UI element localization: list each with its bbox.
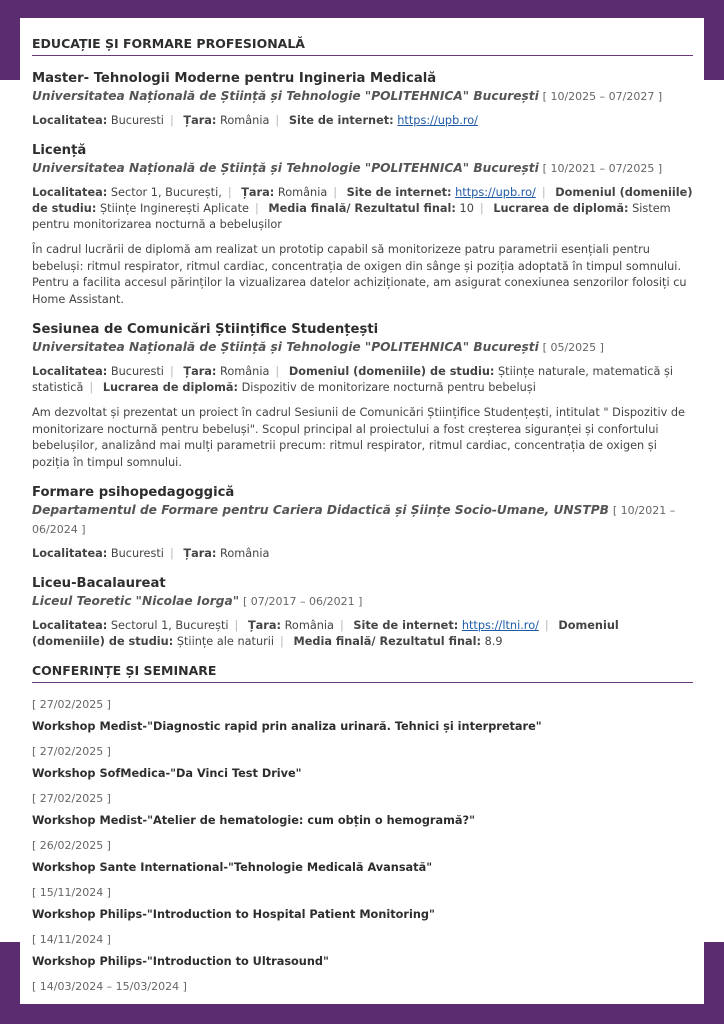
entry-title: Master- Tehnologii Moderne pentru Ingineria Medicală: [32, 71, 437, 86]
entry-meta: Localitatea: Sector 1, București, | Țara: România | Site de internet: https://upb.ro/ | Domeniul (domeniile) de studiu: Științe Inginerești Aplicate | Media finală/ Rezultatul final: 10 | Lucrarea de diplomă: Sistem pentru monitorizarea nocturnă a bebelușilor: [32, 186, 693, 231]
org-name: Departamentul de Formare pentru Cariera Didactică și Șiințe Socio-Umane, UNSTPB: [32, 503, 609, 517]
website-label: Site de internet:: [353, 619, 459, 632]
entry-dates: [ 10/2021 – 06/2024 ]: [32, 504, 676, 536]
website-link[interactable]: https://upb.ro/: [397, 114, 478, 127]
education-heading: EDUCAȚIE ȘI FORMARE PROFESIONALĂ: [32, 36, 693, 56]
entry-organization: [32, 159, 693, 178]
conference-item: [32, 697, 693, 735]
country-label: Țara:: [183, 365, 217, 378]
conference-title: Workshop SofMedica-"Da Vinci Test Drive": [32, 767, 302, 780]
education-entry-sesiunea: [32, 321, 693, 471]
conference-date: [ 14/11/2024 ]: [32, 933, 111, 946]
website-link[interactable]: https://ltni.ro/: [461, 619, 539, 632]
location-label: Localitatea:: [32, 547, 108, 560]
conference-date: [ 15/11/2024 ]: [32, 886, 111, 899]
entry-organization: [32, 87, 693, 106]
conference-item: [32, 744, 693, 782]
thesis-label: Lucrarea de diplomă:: [493, 202, 629, 215]
org-name: Universitatea Națională de Știință și Tehnologie "POLITEHNICA" București: [32, 161, 539, 175]
country-value: România: [220, 547, 270, 560]
location-label: Localitatea:: [32, 186, 108, 199]
field-label: Domeniul (domeniile) de studiu:: [32, 186, 693, 215]
country-label: Țara:: [241, 186, 275, 199]
field-label: Domeniul (domeniile) de studiu:: [288, 365, 495, 378]
org-name: Liceul Teoretic "Nicolae Iorga": [32, 594, 240, 608]
thesis-label: Lucrarea de diplomă:: [102, 381, 239, 394]
entry-organization: [32, 338, 693, 357]
field-value: Științe naturale, matematică și statistică: [32, 365, 674, 394]
conference-date: [ 27/02/2025 ]: [32, 745, 111, 758]
top-border: [0, 0, 724, 18]
conference-item: [32, 885, 693, 923]
entry-meta: Localitatea: Bucuresti | Țara: România | Domeniul (domeniile) de studiu: Științe naturale, matematică și statistică | Lucrarea de diplomă: Dispozitiv de monitorizare nocturnă pentru bebeluși: [32, 365, 674, 394]
conference-date: [ 27/02/2025 ]: [32, 698, 111, 711]
location-value: Bucuresti: [110, 547, 164, 560]
country-label: Țara:: [183, 114, 217, 127]
country-label: Țara:: [183, 547, 217, 560]
entry-title: Licență: [32, 143, 87, 158]
education-entry-licenta: [32, 142, 693, 308]
entry-dates: [ 07/2017 – 06/2021 ]: [242, 595, 363, 608]
entry-meta: Localitatea: Bucuresti | Țara: România: [32, 547, 270, 560]
cv-content: [32, 36, 693, 1004]
entry-dates: [ 10/2025 – 07/2027 ]: [542, 90, 663, 103]
location-value: Sector 1, București,: [110, 186, 222, 199]
location-label: Localitatea:: [32, 365, 108, 378]
conference-date: [ 14/03/2024 – 15/03/2024 ]: [32, 980, 187, 993]
grade-label: Media finală/ Rezultatul final:: [293, 635, 482, 648]
location-value: Bucuresti: [110, 114, 164, 127]
education-entry-formare: [32, 484, 693, 562]
org-name: Universitatea Națională de Știință și Tehnologie "POLITEHNICA" București: [32, 340, 539, 354]
location-label: Localitatea:: [32, 114, 108, 127]
entry-title: Sesiunea de Comunicări Științifice Studențești: [32, 322, 379, 337]
country-value: România: [277, 186, 328, 199]
education-entry-liceu: [32, 575, 693, 650]
conference-title: Workshop Sante International-"Tehnologie Medicală Avansată": [32, 861, 433, 874]
conference-title: Workshop Medist-"Atelier de hematologie: cum obțin o hemogramă?": [32, 814, 475, 827]
country-value: România: [284, 619, 334, 632]
field-value: Științe Inginerești Aplicate: [99, 202, 249, 215]
thesis-value: Dispozitiv de monitorizare nocturnă pentru bebeluși: [241, 381, 536, 394]
location-value: Sectorul 1, București: [110, 619, 229, 632]
grade-label: Media finală/ Rezultatul final:: [268, 202, 456, 215]
entry-meta: Localitatea: Sectorul 1, București | Țara: România | Site de internet: https://ltni.ro/ | Domeniul (domeniile) de studiu: Științe ale naturii | Media finală/ Rezultatul final: 8.9: [32, 619, 619, 648]
entry-description: Am dezvoltat și prezentat un proiect în cadrul Sesiunii de Comunicări Științifice Studențești, intitulat " Dispozitiv de monitorizare nocturnă pentru bebeluși". Scopul principal al proiectului a fost creșterea siguranței și confortului bebelușilor, analizând mai mulți parametrii precum: ritmul respirator, ritmul cardiac, concentrația de oxigen și poziția în timpul somnului.: [32, 406, 685, 469]
entry-meta: Localitatea: Bucuresti | Țara: România | Site de internet: https://upb.ro/: [32, 114, 478, 127]
entry-description: În cadrul lucrării de diplomă am realizat un prototip capabil să monitorizeze patru parametrii esențiali pentru bebeluși: ritmul respirator, ritmul cardiac, concentrația de oxigen din sânge și poziția adoptată în timpul somnului. Pentru a facilita accesul părinților la vizualizarea datelor achiziționate, am asigurat conexiunea senzorilor folosiți cu Home Assistant.: [32, 243, 687, 306]
entry-title: Liceu-Bacalaureat: [32, 576, 166, 591]
website-link[interactable]: https://upb.ro/: [455, 186, 536, 199]
conference-item: [32, 838, 693, 876]
education-entry-master: [32, 70, 693, 129]
entry-title: Formare psihopedagoggică: [32, 485, 235, 500]
thesis-value: Sistem pentru monitorizarea nocturnă a bebelușilor: [32, 202, 671, 231]
conference-title: Workshop Philips-"Introduction to Hospital Patient Monitoring": [32, 908, 435, 921]
entry-organization: [32, 501, 693, 539]
right-top-accent: [704, 0, 724, 80]
bottom-border: [0, 1004, 724, 1024]
conference-date: [ 26/02/2025 ]: [32, 839, 111, 852]
location-value: Bucuresti: [110, 365, 164, 378]
country-value: România: [220, 114, 270, 127]
conference-title: Workshop Medist-"Diagnostic rapid prin analiza urinară. Tehnici și interpretare": [32, 720, 542, 733]
conference-item: [32, 932, 693, 970]
country-label: Țara:: [247, 619, 281, 632]
location-label: Localitatea:: [32, 619, 108, 632]
website-label: Site de internet:: [288, 114, 394, 127]
entry-dates: [ 10/2021 – 07/2025 ]: [542, 162, 663, 175]
website-label: Site de internet:: [346, 186, 452, 199]
conference-item: [32, 979, 693, 995]
entry-organization: [32, 592, 693, 611]
entry-dates: [ 05/2025 ]: [542, 341, 604, 354]
grade-value: 10: [459, 202, 474, 215]
conference-item: [32, 791, 693, 829]
grade-value: 8.9: [484, 635, 503, 648]
field-value: Științe ale naturii: [176, 635, 275, 648]
left-top-accent: [0, 0, 20, 80]
conference-date: [ 27/02/2025 ]: [32, 792, 111, 805]
conferences-heading: CONFERINȚE ȘI SEMINARE: [32, 663, 693, 683]
org-name: Universitatea Națională de Știință și Tehnologie "POLITEHNICA" București: [32, 89, 539, 103]
field-label: Domeniul (domeniile) de studiu:: [32, 619, 619, 648]
conference-title: Workshop Philips-"Introduction to Ultrasound": [32, 955, 329, 968]
country-value: România: [220, 365, 270, 378]
